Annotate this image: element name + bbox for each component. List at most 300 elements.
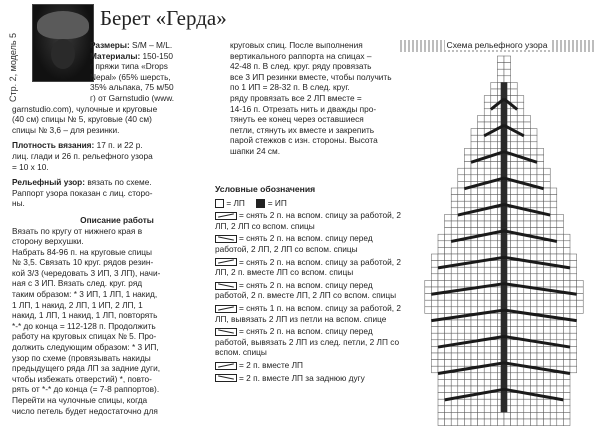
chart-cell	[484, 162, 491, 169]
chart-cell	[484, 406, 491, 413]
chart-cell	[550, 333, 557, 340]
chart-cell	[563, 234, 570, 241]
chart-cell	[491, 115, 498, 122]
chart-cell	[438, 406, 445, 413]
chart-cell	[511, 346, 518, 353]
chart-cell	[530, 419, 537, 426]
chart-cell	[544, 188, 551, 195]
chart-cell	[563, 360, 570, 367]
chart-cell	[491, 89, 498, 96]
chart-cell	[517, 327, 524, 334]
chart-cell	[550, 280, 557, 287]
chart-cell	[557, 228, 564, 235]
chart-cell	[530, 135, 537, 142]
chart-cell	[458, 228, 465, 235]
chart-cell	[478, 148, 485, 155]
chart-cell	[484, 294, 491, 301]
chart-cell	[530, 241, 537, 248]
chart-cell	[524, 195, 531, 202]
legend-item	[215, 257, 401, 278]
chart-cell	[517, 313, 524, 320]
chart-cell	[511, 412, 518, 419]
chart-cell	[537, 320, 544, 327]
beret-shape	[37, 11, 89, 39]
chart-cell	[537, 419, 544, 426]
chart-cell	[550, 274, 557, 281]
cable-symbol-icon	[215, 212, 237, 220]
chart-cell	[544, 241, 551, 248]
chart-cell	[478, 188, 485, 195]
chart-cell	[445, 241, 452, 248]
chart-cell	[524, 379, 531, 386]
instructions-column-2	[230, 40, 400, 157]
chart-cell	[537, 373, 544, 380]
chart-cell	[458, 373, 465, 380]
chart-cell	[524, 175, 531, 182]
chart-cell	[511, 168, 518, 175]
chart-cell	[464, 247, 471, 254]
chart-cell	[557, 280, 564, 287]
continuation-line-7: тянуть ее конец через оставшиеся	[230, 114, 364, 125]
chart-cell	[557, 333, 564, 340]
chart-cell	[471, 228, 478, 235]
chart-cell	[458, 280, 465, 287]
chart-cell	[478, 221, 485, 228]
chart-cell	[478, 115, 485, 122]
chart-cell	[491, 96, 498, 103]
chart-cell	[570, 366, 577, 373]
chart-cell	[563, 406, 570, 413]
chart-cell	[438, 280, 445, 287]
chart-cell	[530, 168, 537, 175]
chart-cell	[537, 221, 544, 228]
chart-cell	[517, 247, 524, 254]
pattern-line-2: ны.	[12, 198, 25, 209]
chart-cell	[471, 214, 478, 221]
chart-cell	[445, 360, 452, 367]
chart-cell	[491, 135, 498, 142]
chart-cell	[511, 135, 518, 142]
chart-cell	[425, 307, 432, 314]
chart-cell	[484, 221, 491, 228]
chart-cell	[530, 175, 537, 182]
work-line-3: № 3,5. Связать 10 круг. рядов резин-	[12, 257, 154, 268]
chart-cell	[537, 241, 544, 248]
legend-item	[215, 210, 401, 231]
chart-cell	[471, 373, 478, 380]
chart-cell	[478, 373, 485, 380]
chart-cell	[537, 195, 544, 202]
chart-cell	[563, 241, 570, 248]
gauge-line-1: лиц. глади и 26 п. рельефного узора	[12, 150, 153, 161]
chart-cell	[438, 274, 445, 281]
chart-cell	[464, 254, 471, 261]
chart-cell	[445, 294, 452, 301]
chart-cell	[478, 267, 485, 274]
chart-cell	[478, 412, 485, 419]
chart-cell	[451, 294, 458, 301]
chart-cell	[550, 386, 557, 393]
chart-cell	[511, 162, 518, 169]
chart-cell	[478, 175, 485, 182]
chart-cell	[491, 247, 498, 254]
chart-cell	[511, 195, 518, 202]
chart-cell	[544, 333, 551, 340]
chart-cell	[563, 333, 570, 340]
chart-cell	[464, 201, 471, 208]
chart-cell	[550, 221, 557, 228]
chart-cell	[524, 267, 531, 274]
chart-cell	[491, 419, 498, 426]
chart-cell	[517, 353, 524, 360]
chart-cell	[464, 195, 471, 202]
chart-cell	[478, 247, 485, 254]
chart-cell	[537, 333, 544, 340]
materials-label: Материалы:	[90, 50, 141, 61]
work-line-15: рять от *-* до конца (= 7-8 раппортов).	[12, 384, 160, 395]
chart-cell	[524, 327, 531, 334]
chart-cell	[570, 327, 577, 334]
chart-cell	[524, 399, 531, 406]
materials-rest-0: garnstudio.com), чулочные и круговые	[12, 103, 158, 114]
chart-cell	[517, 195, 524, 202]
work-line-5: ная с 3 ИП. Вязать след. круг. ряд	[12, 278, 143, 289]
chart-cell	[438, 333, 445, 340]
chart-cell	[511, 247, 518, 254]
chart-cell	[458, 175, 465, 182]
chart-cell	[544, 373, 551, 380]
chart-cell	[471, 386, 478, 393]
chart-cell	[550, 201, 557, 208]
chart-cell	[458, 333, 465, 340]
chart-cell	[464, 241, 471, 248]
chart-cell	[458, 221, 465, 228]
legend-item-text: = снять 1 п. на вспом. спицу за работой, 2 ЛП, вывязать 2 ЛП из петли на вспом. спице	[215, 302, 402, 324]
chart-cell	[491, 346, 498, 353]
chart-cell	[544, 379, 551, 386]
chart-cell	[563, 300, 570, 307]
chart-cell	[557, 307, 564, 314]
chart-cell	[445, 327, 452, 334]
chart-cell	[484, 379, 491, 386]
chart-cell	[458, 274, 465, 281]
chart-cell	[491, 274, 498, 281]
chart-cell	[530, 195, 537, 202]
chart-cell	[431, 340, 438, 347]
chart-cell	[530, 267, 537, 274]
chart-cell	[511, 188, 518, 195]
pattern-line-1: Раппорт узора показан с лиц. сторо-	[12, 187, 153, 198]
chart-cell	[478, 135, 485, 142]
chart-cell	[464, 412, 471, 419]
chart-cell	[491, 412, 498, 419]
chart-cell	[517, 214, 524, 221]
chart-cell	[431, 300, 438, 307]
chart-cell	[517, 406, 524, 413]
gauge-line-0: 17 п. и 22 р.	[94, 140, 143, 151]
chart-cell	[563, 399, 570, 406]
chart-cell	[471, 274, 478, 281]
chart-cell	[570, 274, 577, 281]
chart-cell	[544, 247, 551, 254]
chart-cell	[471, 320, 478, 327]
chart-cell	[557, 327, 564, 334]
chart-cell	[544, 274, 551, 281]
chart-cell	[458, 419, 465, 426]
chart-cell	[517, 419, 524, 426]
chart-cell	[544, 168, 551, 175]
chart-cell	[484, 373, 491, 380]
chart-cell	[471, 175, 478, 182]
chart-cell	[524, 419, 531, 426]
chart-cell	[478, 241, 485, 248]
chart-cell	[458, 327, 465, 334]
chart-cell	[478, 346, 485, 353]
chart-cell	[491, 234, 498, 241]
chart-cell	[471, 346, 478, 353]
chart-cell	[438, 300, 445, 307]
chart-cell	[445, 353, 452, 360]
chart-cell	[451, 307, 458, 314]
chart-cell	[464, 294, 471, 301]
chart-cell	[484, 313, 491, 320]
chart-cell	[511, 142, 518, 149]
chart-cell	[511, 89, 518, 96]
chart-cell	[484, 115, 491, 122]
chart-cell	[464, 373, 471, 380]
chart-cell	[471, 419, 478, 426]
chart-cell	[577, 294, 584, 301]
chart-cell	[438, 241, 445, 248]
chart-cell	[438, 393, 445, 400]
chart-cell	[557, 406, 564, 413]
chart-cell	[563, 379, 570, 386]
chart-cell	[511, 353, 518, 360]
chart-cell	[504, 412, 511, 419]
chart-cell	[464, 274, 471, 281]
continuation-line-5: ряду провязать все 2 ЛП вместе =	[230, 92, 362, 103]
chart-cell	[491, 162, 498, 169]
chart-cell	[451, 406, 458, 413]
chart-cell	[511, 320, 518, 327]
chart-cell	[544, 280, 551, 287]
chart-cell	[544, 419, 551, 426]
chart-cell	[451, 214, 458, 221]
chart-cell	[537, 379, 544, 386]
materials-line-0: 150-150	[142, 50, 173, 61]
chart-cell	[557, 274, 564, 281]
chart-cell	[544, 228, 551, 235]
chart-cell	[557, 412, 564, 419]
chart-cell	[458, 168, 465, 175]
chart-cell	[484, 327, 491, 334]
chart-cell	[491, 366, 498, 373]
chart-cell	[524, 188, 531, 195]
chart-cell	[478, 379, 485, 386]
chart-cell	[511, 419, 518, 426]
chart-cell	[464, 307, 471, 314]
chart-cell	[530, 201, 537, 208]
chart-cell	[484, 419, 491, 426]
chart-cell	[438, 419, 445, 426]
chart-cell	[550, 320, 557, 327]
chart-cell	[537, 162, 544, 169]
chart-cell	[458, 195, 465, 202]
chart-cell	[471, 241, 478, 248]
chart-cell	[524, 247, 531, 254]
chart-cell	[550, 307, 557, 314]
chart-cell	[517, 346, 524, 353]
chart-cell	[484, 241, 491, 248]
chart-cell	[471, 195, 478, 202]
legend-item	[215, 326, 401, 358]
chart-cell	[524, 294, 531, 301]
legend-item	[215, 280, 401, 301]
cable-symbol-icon	[215, 362, 237, 370]
chart-cell	[478, 300, 485, 307]
continuation-line-10: шапки 24 см.	[230, 145, 281, 156]
chart-cell	[484, 300, 491, 307]
chart-cell	[530, 360, 537, 367]
chart-cell	[431, 254, 438, 261]
chart-cell	[445, 254, 452, 261]
chart-cell	[451, 188, 458, 195]
chart-cell	[557, 234, 564, 241]
chart-cell	[524, 373, 531, 380]
chart-cell	[491, 294, 498, 301]
work-line-13: предыдущего ряда ЛП за задние дуги,	[12, 363, 161, 374]
chart-cell	[484, 247, 491, 254]
chart-cell	[550, 406, 557, 413]
chart-cell	[491, 82, 498, 89]
chart-cell	[478, 320, 485, 327]
chart-cell	[471, 142, 478, 149]
work-line-14: чтобы избежать отверстий) *, повто-	[12, 373, 152, 384]
chart-cell	[544, 346, 551, 353]
chart-cell	[530, 307, 537, 314]
chart-cell	[511, 406, 518, 413]
chart-cell	[484, 320, 491, 327]
chart-cell	[517, 412, 524, 419]
chart-cell	[530, 142, 537, 149]
chart-cell	[524, 122, 531, 129]
chart-cell	[484, 267, 491, 274]
materials-rest-2: спицы № 3,6 – для резинки.	[12, 124, 120, 135]
chart-cell	[451, 274, 458, 281]
chart-cell	[557, 360, 564, 367]
chart-cell	[438, 379, 445, 386]
chart-cell	[484, 109, 491, 116]
chart-cell	[451, 360, 458, 367]
chart-cell	[458, 247, 465, 254]
chart-cell	[563, 254, 570, 261]
chart-cell	[458, 267, 465, 274]
chart-cell	[471, 307, 478, 314]
chart-cell	[537, 201, 544, 208]
chart-cell	[464, 228, 471, 235]
chart-cell	[458, 320, 465, 327]
chart-cell	[451, 254, 458, 261]
chart-cell	[524, 406, 531, 413]
chart-cell	[550, 247, 557, 254]
chart-cell	[445, 379, 452, 386]
chart-cell	[524, 221, 531, 228]
chart-cell	[438, 386, 445, 393]
chart-cell	[458, 386, 465, 393]
chart-cell	[511, 313, 518, 320]
chart-cell	[550, 353, 557, 360]
chart-cell	[471, 327, 478, 334]
chart-cell	[491, 214, 498, 221]
chart-cell	[451, 195, 458, 202]
chart-cell	[451, 419, 458, 426]
chart-cell	[530, 228, 537, 235]
chart-cell	[464, 280, 471, 287]
chart-cell	[557, 241, 564, 248]
chart-cell	[438, 360, 445, 367]
chart-cell	[537, 412, 544, 419]
chart-cell	[530, 221, 537, 228]
chart-cell	[471, 254, 478, 261]
chart-cell	[484, 142, 491, 149]
chart-cell	[524, 320, 531, 327]
chart-cell	[491, 195, 498, 202]
chart-cell	[491, 406, 498, 413]
chart-cell	[570, 340, 577, 347]
legend-item	[215, 373, 401, 384]
cable-symbol-icon	[215, 328, 237, 336]
chart-cell	[511, 340, 518, 347]
chart-cell	[471, 360, 478, 367]
chart-cell	[524, 274, 531, 281]
chart-cell	[517, 287, 524, 294]
materials-line-3: 35% альпака, 75 м/50	[90, 82, 174, 93]
chart-cell	[550, 379, 557, 386]
chart-cell	[431, 307, 438, 314]
chart-cell	[570, 254, 577, 261]
chart-cell	[537, 294, 544, 301]
chart-cell	[544, 300, 551, 307]
chart-cell	[517, 241, 524, 248]
work-line-9: *-* до конца = 112-128 п. Продолжить	[12, 320, 156, 331]
chart-cell	[530, 386, 537, 393]
chart-cell	[451, 379, 458, 386]
chart-cell	[458, 181, 465, 188]
chart-cell	[524, 300, 531, 307]
chart-cell	[478, 129, 485, 136]
chart-cell	[511, 241, 518, 248]
legend-item-text: = 2 п. вместе ЛП за заднюю дугу	[239, 372, 365, 383]
chart-cell	[491, 142, 498, 149]
chart-cell	[431, 274, 438, 281]
legend-item-text: = снять 2 п. на вспом. спицу за работой, 2 ЛП, 2 ЛП со вспом. спицы	[215, 210, 402, 231]
chart-cell	[491, 393, 498, 400]
chart-cell	[530, 188, 537, 195]
chart-cell	[530, 327, 537, 334]
chart-cell	[537, 148, 544, 155]
chart-cell	[517, 142, 524, 149]
chart-cell	[524, 148, 531, 155]
chart-cell	[544, 181, 551, 188]
chart-cell	[563, 412, 570, 419]
chart-cell	[550, 208, 557, 215]
chart-cell	[438, 399, 445, 406]
chart-cell	[425, 300, 432, 307]
chart-cell	[550, 294, 557, 301]
work-line-11: должить следующим образом: * 3 ИП,	[12, 342, 159, 353]
chart-cell	[445, 406, 452, 413]
chart-cell	[431, 346, 438, 353]
